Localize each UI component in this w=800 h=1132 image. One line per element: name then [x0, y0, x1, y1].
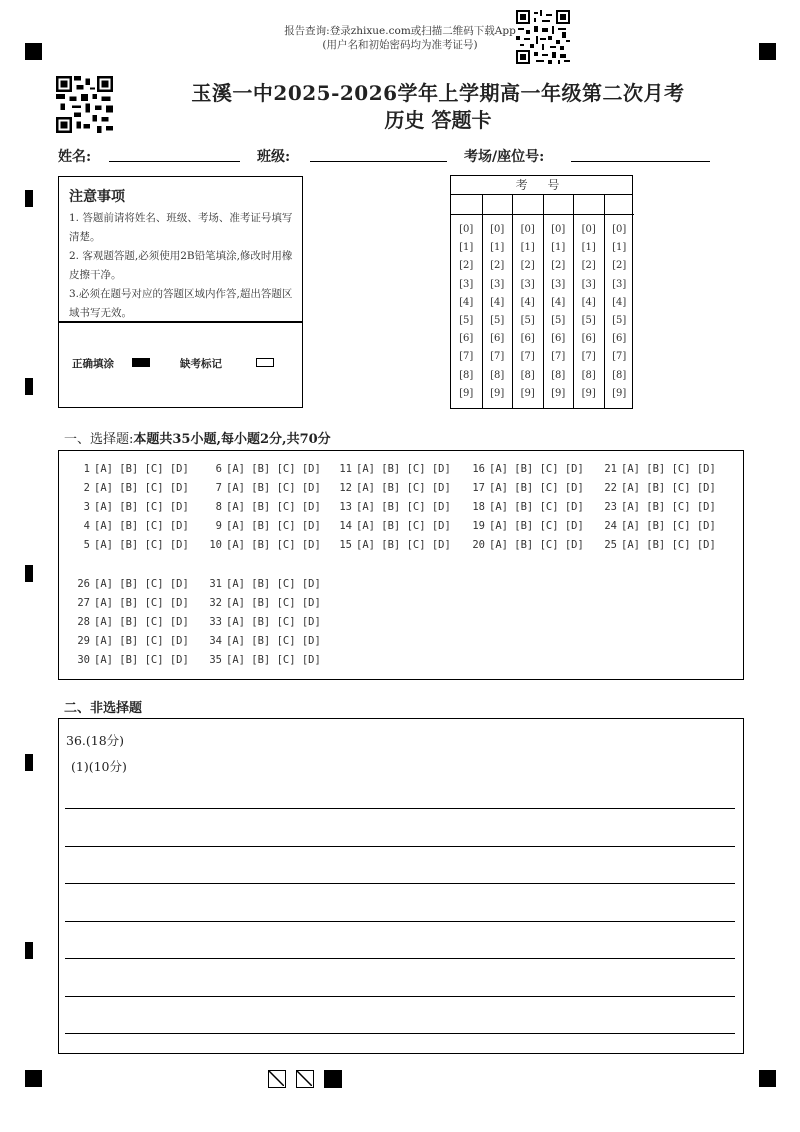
exam-digit-bubble[interactable]: [6]: [520, 333, 535, 345]
exam-number-column: [604, 195, 635, 409]
section-nonchoice-title: 二、非选择题: [64, 701, 143, 716]
question-number: 29: [77, 635, 90, 647]
section-choice-title: [64, 428, 331, 447]
class-label: 班级:: [257, 149, 291, 165]
question-number: 22: [604, 482, 617, 494]
choice-question-5[interactable]: [74, 539, 189, 551]
exam-digit-bubble[interactable]: [1]: [490, 242, 505, 254]
exam-digit-bubble[interactable]: [6]: [581, 333, 596, 345]
answer-options[interactable]: [A] [B] [C] [D]: [621, 482, 716, 494]
answer-line[interactable]: [65, 883, 735, 884]
question-number: 28: [77, 616, 90, 628]
exam-digit-bubble[interactable]: [3]: [520, 278, 535, 290]
question-number: 24: [604, 520, 617, 532]
page-mark-hatched: [296, 1070, 314, 1088]
notice-title: 注意事项: [69, 189, 125, 205]
answer-options[interactable]: [A] [B] [C] [D]: [226, 635, 321, 647]
exam-digit-bubble[interactable]: [8]: [581, 369, 596, 381]
section-choice-prefix: 一、选择题:: [64, 432, 134, 447]
exam-digit-bubble[interactable]: [9]: [490, 387, 505, 399]
exam-digit-bubble[interactable]: [5]: [459, 315, 474, 326]
question-number: 7: [215, 482, 222, 494]
exam-digit-bubble[interactable]: [4]: [581, 296, 596, 308]
choice-question-20[interactable]: [469, 539, 584, 551]
notice-item: 3.必须在题号对应的答题区域内作答,超出答题区域书写无效。: [69, 288, 293, 319]
answer-options[interactable]: [A] [B] [C] [D]: [94, 539, 189, 551]
registration-mark-bottom-left: [25, 1070, 42, 1087]
choice-question-25[interactable]: [601, 539, 716, 551]
question-number: 15: [339, 539, 352, 551]
answer-options[interactable]: [A] [B] [C] [D]: [226, 501, 321, 513]
answer-options[interactable]: [A] [B] [C] [D]: [621, 539, 716, 551]
exam-digit-bubble[interactable]: [6]: [459, 333, 474, 345]
question-number: 17: [472, 482, 485, 494]
question-number: 11: [339, 463, 352, 475]
answer-options[interactable]: [A] [B] [C] [D]: [94, 635, 189, 647]
answer-options[interactable]: [A] [B] [C] [D]: [356, 501, 451, 513]
exam-digit-bubble[interactable]: [3]: [581, 278, 596, 290]
exam-digit-bubble[interactable]: [2]: [459, 260, 474, 272]
question-number: 26: [77, 578, 90, 590]
section-choice-desc: 本题共35小题,每小题2分,共70分: [133, 432, 331, 447]
choice-question-33[interactable]: [206, 616, 321, 628]
exam-subtitle: 历史 答题卡: [384, 108, 492, 132]
question-number: 19: [472, 520, 485, 532]
timing-mark: [25, 942, 33, 959]
answer-options[interactable]: [A] [B] [C] [D]: [226, 463, 321, 475]
exam-digit-bubble[interactable]: [4]: [520, 296, 535, 308]
exam-digit-bubble[interactable]: [3]: [551, 278, 566, 290]
question-number: 13: [339, 501, 352, 513]
exam-digit-bubble[interactable]: [1]: [520, 242, 535, 254]
question-number: 31: [209, 578, 222, 590]
timing-mark: [25, 190, 33, 207]
exam-digit-bubble[interactable]: [1]: [551, 242, 566, 254]
question-number: 3: [83, 501, 90, 513]
choice-question-14[interactable]: [336, 520, 451, 532]
answer-options[interactable]: [A] [B] [C] [D]: [94, 482, 189, 494]
exam-digit-bubble[interactable]: [9]: [612, 387, 627, 399]
exam-digit-bubble[interactable]: [9]: [581, 387, 596, 399]
absent-mark-box[interactable]: [256, 358, 274, 367]
choice-question-8[interactable]: [206, 501, 321, 513]
exam-digit-bubble[interactable]: [9]: [520, 387, 535, 399]
room-seat-field[interactable]: [571, 161, 710, 162]
answer-options[interactable]: [A] [B] [C] [D]: [94, 654, 189, 666]
exam-digit-bubble[interactable]: [2]: [520, 260, 535, 272]
choice-question-15[interactable]: [336, 539, 451, 551]
exam-digit-bubble[interactable]: [9]: [551, 387, 566, 399]
exam-digit-bubble[interactable]: [0]: [520, 224, 535, 235]
choice-question-7[interactable]: [206, 482, 321, 494]
choice-question-21[interactable]: [601, 463, 716, 475]
choice-question-13[interactable]: [336, 501, 451, 513]
notice-divider: [59, 321, 302, 323]
choice-question-11[interactable]: [336, 463, 451, 475]
answer-options[interactable]: [A] [B] [C] [D]: [489, 463, 584, 475]
answer-options[interactable]: [A] [B] [C] [D]: [226, 597, 321, 609]
exam-digit-bubble[interactable]: [1]: [612, 242, 627, 254]
exam-digit-bubble[interactable]: [8]: [551, 369, 566, 381]
exam-digit-bubble[interactable]: [7]: [581, 351, 596, 363]
exam-number-write-cell[interactable]: [451, 195, 482, 215]
report-query-note: [0, 24, 800, 52]
question-number: 10: [209, 539, 222, 551]
question-number: 25: [604, 539, 617, 551]
exam-digit-bubble[interactable]: [1]: [581, 242, 596, 254]
choice-question-26[interactable]: [74, 578, 189, 590]
answer-options[interactable]: [A] [B] [C] [D]: [226, 539, 321, 551]
exam-digit-bubble[interactable]: [7]: [612, 351, 627, 363]
question-number: 23: [604, 501, 617, 513]
exam-number-write-cell[interactable]: [483, 195, 513, 215]
question-number: 9: [215, 520, 222, 532]
notice-item: 1. 答题前请将姓名、班级、考场、准考证号填写清楚。: [69, 212, 293, 243]
choice-question-2[interactable]: [74, 482, 189, 494]
exam-digit-bubble[interactable]: [3]: [612, 278, 627, 290]
question-number: 27: [77, 597, 90, 609]
exam-digit-bubble[interactable]: [4]: [459, 296, 474, 308]
question-number: 12: [339, 482, 352, 494]
exam-number-write-cell[interactable]: [605, 195, 635, 215]
exam-number-column: [512, 195, 543, 409]
exam-digit-bubble[interactable]: [7]: [520, 351, 535, 363]
question-number: 32: [209, 597, 222, 609]
answer-options[interactable]: [A] [B] [C] [D]: [226, 578, 321, 590]
exam-digit-bubble[interactable]: [5]: [612, 315, 627, 326]
exam-digit-bubble[interactable]: [0]: [459, 224, 474, 235]
choice-question-1[interactable]: [74, 463, 189, 475]
choice-question-18[interactable]: [469, 501, 584, 513]
exam-number-write-cell[interactable]: [513, 195, 543, 215]
answer-options[interactable]: [A] [B] [C] [D]: [226, 482, 321, 494]
question-number: 16: [472, 463, 485, 475]
answer-options[interactable]: [A] [B] [C] [D]: [94, 501, 189, 513]
exam-title: 玉溪一中2025-2026学年上学期高一年级第二次月考: [191, 81, 685, 105]
question-number: 4: [83, 520, 90, 532]
exam-digit-bubble[interactable]: [9]: [459, 387, 474, 399]
exam-digit-bubble[interactable]: [7]: [459, 351, 474, 363]
question-number: 34: [209, 635, 222, 647]
exam-number-column: [573, 195, 604, 409]
question-number: 8: [215, 501, 222, 513]
answer-options[interactable]: [A] [B] [C] [D]: [489, 520, 584, 532]
page-mark-hatched: [268, 1070, 286, 1088]
answer-options[interactable]: [A] [B] [C] [D]: [489, 539, 584, 551]
exam-digit-bubble[interactable]: [4]: [490, 296, 505, 308]
question-number: 35: [209, 654, 222, 666]
question-number: 18: [472, 501, 485, 513]
question-number: 14: [339, 520, 352, 532]
room-seat-label: 考场/座位号:: [464, 149, 545, 165]
question-number: 21: [604, 463, 617, 475]
exam-number-grid: [450, 175, 633, 409]
answer-options[interactable]: [A] [B] [C] [D]: [226, 520, 321, 532]
answer-options[interactable]: [A] [B] [C] [D]: [356, 463, 451, 475]
question-36-label: 36.(18分): [66, 733, 125, 748]
choice-question-22[interactable]: [601, 482, 716, 494]
exam-digit-bubble[interactable]: [6]: [612, 333, 627, 345]
exam-digit-bubble[interactable]: [6]: [551, 333, 566, 345]
name-label: 姓名:: [58, 149, 92, 165]
answer-options[interactable]: [A] [B] [C] [D]: [94, 616, 189, 628]
answer-options[interactable]: [A] [B] [C] [D]: [621, 463, 716, 475]
exam-digit-bubble[interactable]: [4]: [551, 296, 566, 308]
timing-mark: [25, 565, 33, 582]
page-mark-filled: [324, 1070, 342, 1088]
answer-options[interactable]: [A] [B] [C] [D]: [356, 520, 451, 532]
exam-digit-bubble[interactable]: [6]: [490, 333, 505, 345]
exam-digit-bubble[interactable]: [3]: [490, 278, 505, 290]
answer-options[interactable]: [A] [B] [C] [D]: [94, 597, 189, 609]
choice-question-24[interactable]: [601, 520, 716, 532]
exam-digit-bubble[interactable]: [7]: [551, 351, 566, 363]
exam-digit-bubble[interactable]: [5]: [581, 315, 596, 326]
answer-options[interactable]: [A] [B] [C] [D]: [94, 578, 189, 590]
answer-options[interactable]: [A] [B] [C] [D]: [94, 520, 189, 532]
question-number: 20: [472, 539, 485, 551]
exam-number-column: [451, 195, 482, 409]
exam-digit-bubble[interactable]: [5]: [520, 315, 535, 326]
choice-question-9[interactable]: [206, 520, 321, 532]
exam-digit-bubble[interactable]: [3]: [459, 278, 474, 290]
answer-options[interactable]: [A] [B] [C] [D]: [226, 654, 321, 666]
choice-question-16[interactable]: [469, 463, 584, 475]
exam-number-header: 考 号: [451, 176, 632, 195]
choice-question-28[interactable]: [74, 616, 189, 628]
choice-question-4[interactable]: [74, 520, 189, 532]
notice-box: [58, 176, 303, 408]
exam-digit-bubble[interactable]: [2]: [490, 260, 505, 272]
choice-question-29[interactable]: [74, 635, 189, 647]
answer-options[interactable]: [A] [B] [C] [D]: [94, 463, 189, 475]
question-number: 30: [77, 654, 90, 666]
exam-digit-bubble[interactable]: [8]: [520, 369, 535, 381]
legend-filled-swatch: [132, 358, 150, 367]
registration-mark-bottom-right: [759, 1070, 776, 1087]
exam-digit-bubble[interactable]: [7]: [490, 351, 505, 363]
class-field[interactable]: [310, 161, 447, 162]
choice-question-30[interactable]: [74, 654, 189, 666]
notice-items: [69, 209, 297, 323]
answer-options[interactable]: [A] [B] [C] [D]: [489, 482, 584, 494]
exam-number-column: [543, 195, 574, 409]
exam-digit-bubble[interactable]: [5]: [490, 315, 505, 326]
legend-filled-label: 正确填涂: [72, 358, 114, 370]
exam-digit-bubble[interactable]: [5]: [551, 315, 566, 326]
choice-question-31[interactable]: [206, 578, 321, 590]
answer-line[interactable]: [65, 846, 735, 847]
choice-answer-area: [58, 450, 744, 680]
report-query-line: 报告查询:登录zhixue.com或扫描二维码下载App: [284, 25, 516, 37]
exam-digit-bubble[interactable]: [8]: [612, 369, 627, 381]
name-field[interactable]: [109, 161, 240, 162]
choice-question-23[interactable]: [601, 501, 716, 513]
exam-digit-bubble[interactable]: [0]: [612, 224, 627, 235]
answer-options[interactable]: [A] [B] [C] [D]: [356, 539, 451, 551]
question-number: 1: [83, 463, 90, 475]
essay-answer-area: [58, 718, 744, 1054]
choice-question-10[interactable]: [206, 539, 321, 551]
choice-question-35[interactable]: [206, 654, 321, 666]
legend-absent-label: 缺考标记: [180, 358, 222, 370]
answer-line[interactable]: [65, 921, 735, 922]
question-number: 33: [209, 616, 222, 628]
exam-digit-bubble[interactable]: [1]: [459, 242, 474, 254]
choice-question-34[interactable]: [206, 635, 321, 647]
exam-number-column: [482, 195, 513, 409]
choice-question-3[interactable]: [74, 501, 189, 513]
answer-line[interactable]: [65, 808, 735, 809]
exam-digit-bubble[interactable]: [8]: [459, 369, 474, 381]
answer-line[interactable]: [65, 996, 735, 997]
answer-line[interactable]: [65, 958, 735, 959]
choice-question-19[interactable]: [469, 520, 584, 532]
answer-options[interactable]: [A] [B] [C] [D]: [356, 482, 451, 494]
notice-item: 2. 客观题答题,必须使用2B铅笔填涂,修改时用橡皮擦干净。: [69, 250, 293, 281]
answer-options[interactable]: [A] [B] [C] [D]: [621, 501, 716, 513]
question-number: 5: [83, 539, 90, 551]
answer-line[interactable]: [65, 1033, 735, 1034]
choice-question-27[interactable]: [74, 597, 189, 609]
answer-options[interactable]: [A] [B] [C] [D]: [226, 616, 321, 628]
timing-mark: [25, 378, 33, 395]
answer-options[interactable]: [A] [B] [C] [D]: [621, 520, 716, 532]
question-36-part1-label: (1)(10分): [71, 759, 127, 774]
exam-digit-bubble[interactable]: [2]: [612, 260, 627, 272]
question-number: 6: [215, 463, 222, 475]
exam-digit-bubble[interactable]: [8]: [490, 369, 505, 381]
exam-digit-bubble[interactable]: [0]: [551, 224, 566, 235]
exam-digit-bubble[interactable]: [0]: [581, 224, 596, 235]
choice-question-17[interactable]: [469, 482, 584, 494]
credentials-note-line: (用户名和初始密码均为准考证号): [322, 39, 478, 51]
choice-question-12[interactable]: [336, 482, 451, 494]
exam-digit-bubble[interactable]: [0]: [490, 224, 505, 235]
timing-mark: [25, 754, 33, 771]
exam-digit-bubble[interactable]: [4]: [612, 296, 627, 308]
exam-digit-bubble[interactable]: [2]: [581, 260, 596, 272]
question-number: 2: [83, 482, 90, 494]
exam-number-write-cell[interactable]: [574, 195, 604, 215]
exam-number-write-cell[interactable]: [544, 195, 574, 215]
answer-options[interactable]: [A] [B] [C] [D]: [489, 501, 584, 513]
exam-digit-bubble[interactable]: [2]: [551, 260, 566, 272]
choice-question-6[interactable]: [206, 463, 321, 475]
choice-question-32[interactable]: [206, 597, 321, 609]
